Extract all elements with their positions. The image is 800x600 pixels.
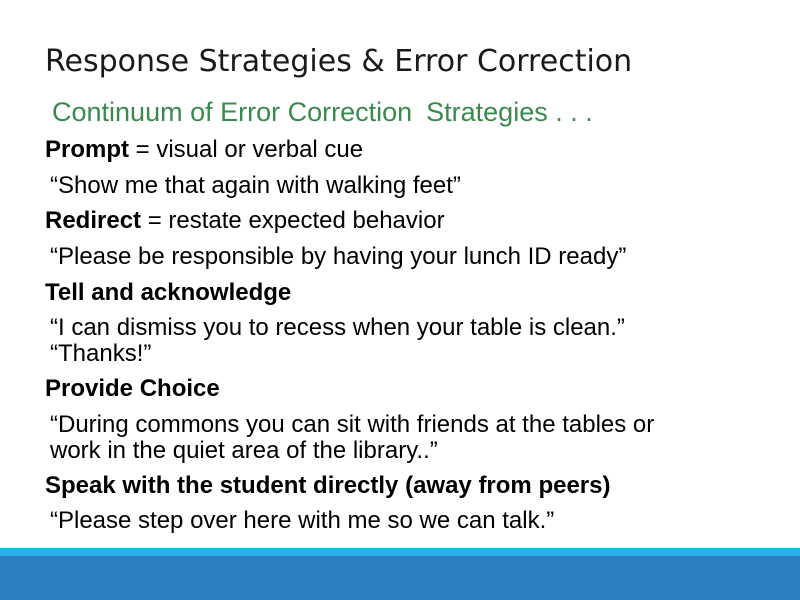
term-provide-choice: Provide Choice bbox=[45, 375, 220, 402]
example-redirect: “Please be responsible by having your lunch ID ready” bbox=[50, 243, 627, 270]
slide-subtitle bbox=[52, 95, 593, 129]
example-provide-choice-line2: work in the quiet area of the library..” bbox=[50, 437, 438, 464]
definition-prompt: = visual or verbal cue bbox=[129, 136, 364, 163]
subtitle-continuum: Continuum of Error Correction bbox=[52, 97, 413, 127]
definition-redirect: = restate expected behavior bbox=[141, 207, 445, 234]
term-tell-and-acknowledge: Tell and acknowledge bbox=[45, 279, 292, 306]
strategy-redirect bbox=[45, 207, 445, 235]
footer-stripe bbox=[0, 548, 800, 556]
slide-title: Response Strategies & Error Correction bbox=[45, 44, 633, 79]
example-provide-choice-line1: “During commons you can sit with friends at the tables or bbox=[50, 411, 655, 438]
strategy-prompt bbox=[45, 136, 363, 164]
example-tell-and-acknowledge-line2: “Thanks!” bbox=[50, 340, 152, 367]
example-tell-and-acknowledge-line1: “I can dismiss you to recess when your table is clean.” bbox=[50, 314, 625, 341]
footer-band bbox=[0, 548, 800, 600]
term-prompt: Prompt bbox=[45, 136, 129, 163]
term-speak-directly: Speak with the student directly (away from peers) bbox=[45, 472, 611, 499]
example-speak-directly: “Please step over here with me so we can talk.” bbox=[50, 507, 555, 534]
subtitle-strategies: Strategies . . . bbox=[426, 97, 593, 127]
example-prompt: “Show me that again with walking feet” bbox=[50, 172, 461, 199]
term-redirect: Redirect bbox=[45, 207, 142, 234]
